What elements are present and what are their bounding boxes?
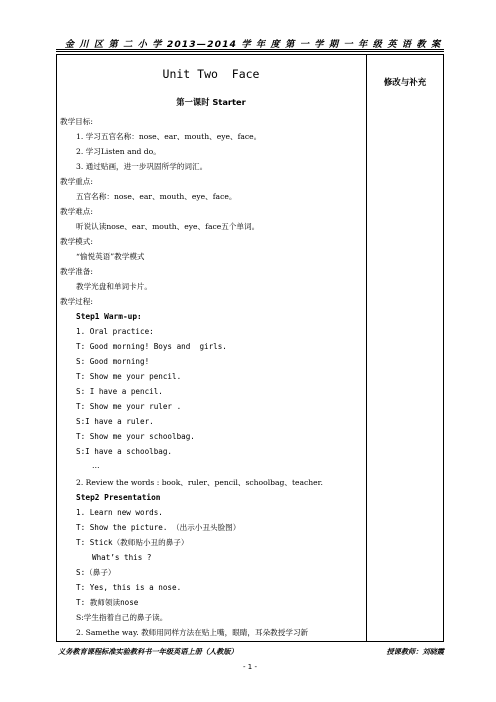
side-column-label: 修改与补充 xyxy=(383,78,427,88)
text-line: 2. Review the words : book、ruler、pencil、schoolbag、teacher. xyxy=(76,478,323,487)
text-line: 1. Oral practice: xyxy=(76,327,154,336)
text-line: T: Show me your schoolbag. xyxy=(76,432,195,441)
text-line: “愉悦英语”教学模式 xyxy=(76,252,145,261)
text-line: S:I have a ruler. xyxy=(76,417,154,426)
document-header: 金 川 区 第 二 小 学 2013—2014 学 年 度 第 一 学 期 一 年 级 英 语 教 案 xyxy=(64,39,442,50)
footer-left-text: 义务教育课程标准实验教科书一年级英语上册（人教版） xyxy=(58,647,238,656)
section-heading: 教学目标: xyxy=(60,117,93,126)
step-heading: Step2 Presentation xyxy=(76,493,161,502)
text-line: 2. 学习Listen and do。 xyxy=(76,147,161,156)
text-line: 教学光盘和单词卡片。 xyxy=(76,282,152,291)
text-line: 3. 通过贴画，进一步巩固所学的词汇。 xyxy=(76,162,208,171)
section-heading: 教学过程: xyxy=(60,297,93,306)
text-line: S: Good morning! xyxy=(76,357,150,366)
text-line: What’s this ? xyxy=(92,553,152,562)
text-line: 五官名称：nose、ear、mouth、eye、face。 xyxy=(76,192,237,201)
section-heading: 教学难点: xyxy=(60,207,93,216)
text-line: 1. 学习五官名称：nose、ear、mouth、eye、face。 xyxy=(76,132,262,141)
document-footer xyxy=(58,647,444,657)
text-line: S: I have a pencil. xyxy=(76,387,163,396)
header-rule-top xyxy=(56,49,444,50)
text-line: T: 教师领读nose xyxy=(76,598,139,607)
text-line: T: Show the picture. （出示小丑头脸图） xyxy=(76,523,241,532)
unit-title: Unit Two Face xyxy=(162,67,260,81)
step-heading: Step1 Warm-up: xyxy=(76,312,142,321)
section-heading: 教学准备: xyxy=(60,267,93,276)
header-rule-bottom xyxy=(56,51,444,52)
text-line: T: Good morning! Boys and girls. xyxy=(76,342,227,351)
text-line: 1. Learn new words. xyxy=(76,508,163,517)
text-line: … xyxy=(92,461,100,470)
text-line: S:I have a schoolbag. xyxy=(76,447,173,456)
page-number: - 1 - xyxy=(243,663,257,671)
text-line: T: Stick（教师贴小丑的鼻子） xyxy=(76,538,189,547)
text-line: T: Show me your pencil. xyxy=(76,372,182,381)
text-line: T: Show me your ruler . xyxy=(76,402,182,411)
lesson-title: 第一课时 Starter xyxy=(176,97,246,107)
text-line: 2. Samethe way. 教师用同样方法在贴上嘴，眼睛，耳朵教授学习新 xyxy=(76,628,309,637)
text-line: T: Yes, this is a nose. xyxy=(76,583,182,592)
text-line: S:学生指着自己的鼻子读。 xyxy=(76,613,168,622)
text-line: 听说认读nose、ear、mouth、eye、face五个单词。 xyxy=(76,222,260,231)
section-heading: 教学模式: xyxy=(60,237,93,246)
column-divider xyxy=(366,54,367,642)
section-heading: 教学重点: xyxy=(60,177,93,186)
footer-teacher-text: 授课教师：刘晓霞 xyxy=(386,647,444,656)
text-line: S:（鼻子） xyxy=(76,568,116,577)
